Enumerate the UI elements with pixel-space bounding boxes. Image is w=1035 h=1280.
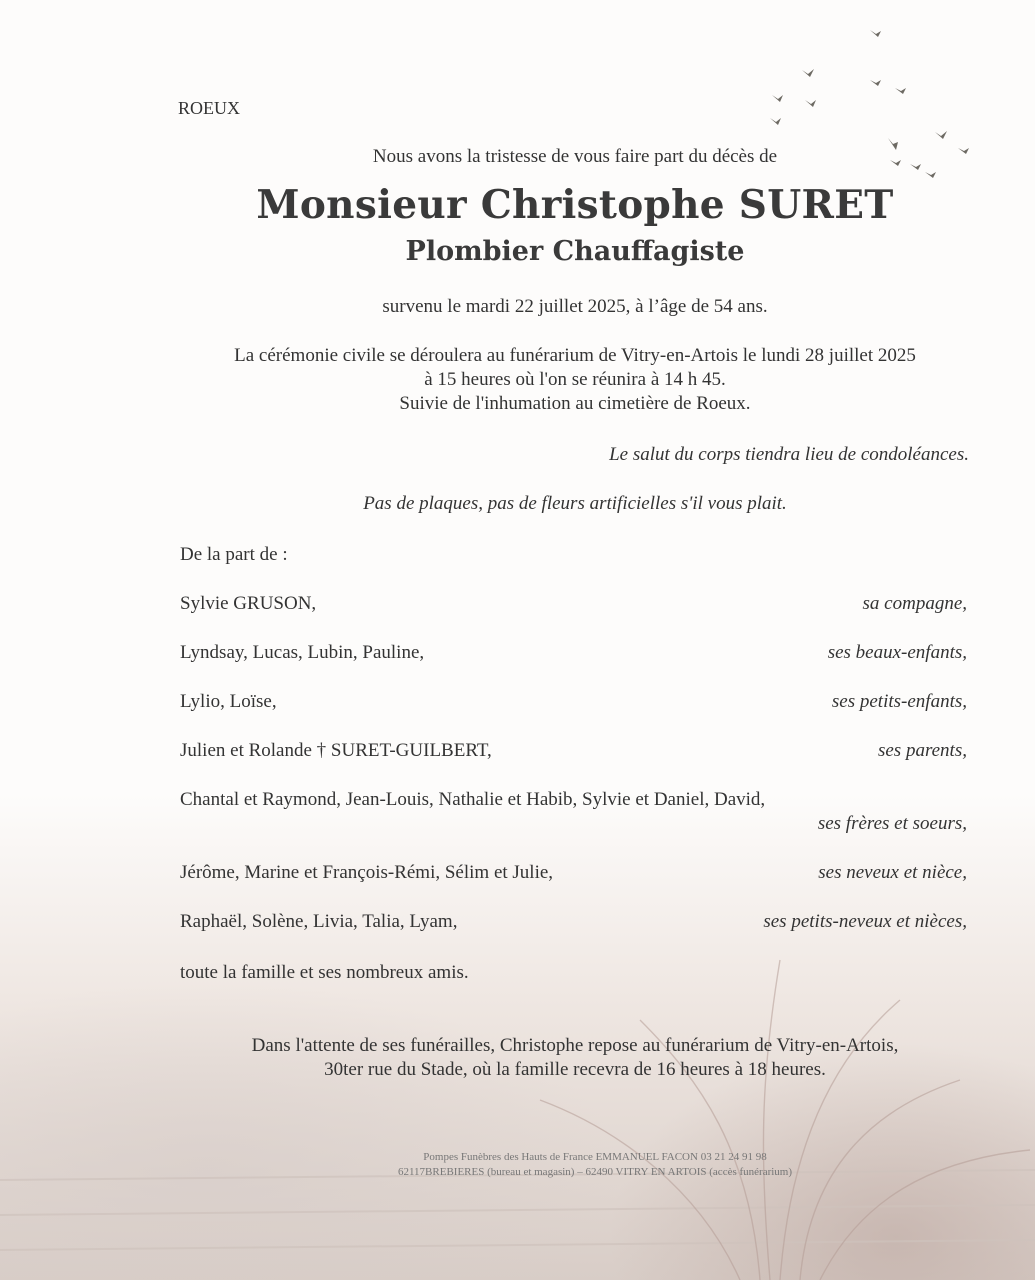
footer-line: Pompes Funèbres des Hauts de France EMMANUEL FACON 03 21 24 91 98: [423, 1151, 767, 1163]
ceremony-line: à 15 heures où l'on se réunira à 14 h 45.: [424, 369, 726, 390]
family-row-relation: ses petits-enfants,: [831, 691, 967, 712]
town-name: ROEUX: [178, 98, 240, 118]
footer-line: 62117BREBIERES (bureau et magasin) – 62490 VITRY EN ARTOIS (accès funérarium): [397, 1166, 793, 1178]
announcement-intro: Nous avons la tristesse de vous faire part du décès de: [372, 146, 778, 167]
funeral-home-footer: [0, 1150, 1035, 1180]
deceased-name: Monsieur Christophe SURET: [256, 182, 894, 228]
ceremony-details: [0, 344, 1035, 416]
family-row-names: Julien et Rolande † SURET-GUILBERT,: [180, 740, 492, 761]
flowers-note: Pas de plaques, pas de fleurs artificielles s'il vous plait.: [363, 493, 787, 514]
family-row-names: Lylio, Loïse,: [180, 691, 277, 712]
flying-birds-icon: [760, 20, 990, 200]
family-row-names: Chantal et Raymond, Jean-Louis, Nathalie et Habib, Sylvie et Daniel, David,: [180, 789, 766, 810]
family-row-names: Raphaël, Solène, Livia, Talia, Lyam,: [180, 911, 458, 932]
family-row-names: Sylvie GRUSON,: [180, 593, 317, 614]
deceased-profession: Plombier Chauffagiste: [405, 236, 745, 267]
family-row-relation: sa compagne,: [862, 593, 967, 614]
family-row-relation: ses beaux-enfants,: [827, 642, 967, 663]
family-row-relation: ses petits-neveux et nièces,: [763, 911, 967, 932]
family-intro: De la part de :: [180, 544, 288, 565]
family-row-relation: ses neveux et nièce,: [818, 862, 967, 883]
death-date: survenu le mardi 22 juillet 2025, à l’âge de 54 ans.: [382, 296, 768, 317]
repose-line: 30ter rue du Stade, où la famille recevra de 16 heures à 18 heures.: [324, 1059, 826, 1080]
repose-line: Dans l'attente de ses funérailles, Christophe repose au funérarium de Vitry-en-Artois,: [251, 1035, 899, 1056]
condolences-note: Le salut du corps tiendra lieu de condoléances.: [609, 444, 969, 465]
family-row-relation: ses parents,: [877, 740, 967, 761]
family-row-names: Lyndsay, Lucas, Lubin, Pauline,: [180, 642, 425, 663]
repose-details: [0, 1034, 1035, 1082]
ceremony-line: La cérémonie civile se déroulera au funérarium de Vitry-en-Artois le lundi 28 juillet 2025: [234, 345, 916, 366]
family-row-names: Jérôme, Marine et François-Rémi, Sélim et Julie,: [180, 862, 554, 883]
ceremony-line: Suivie de l'inhumation au cimetière de Roeux.: [399, 393, 751, 414]
family-closing: toute la famille et ses nombreux amis.: [180, 962, 469, 983]
family-row-relation: ses frères et soeurs,: [817, 813, 967, 834]
